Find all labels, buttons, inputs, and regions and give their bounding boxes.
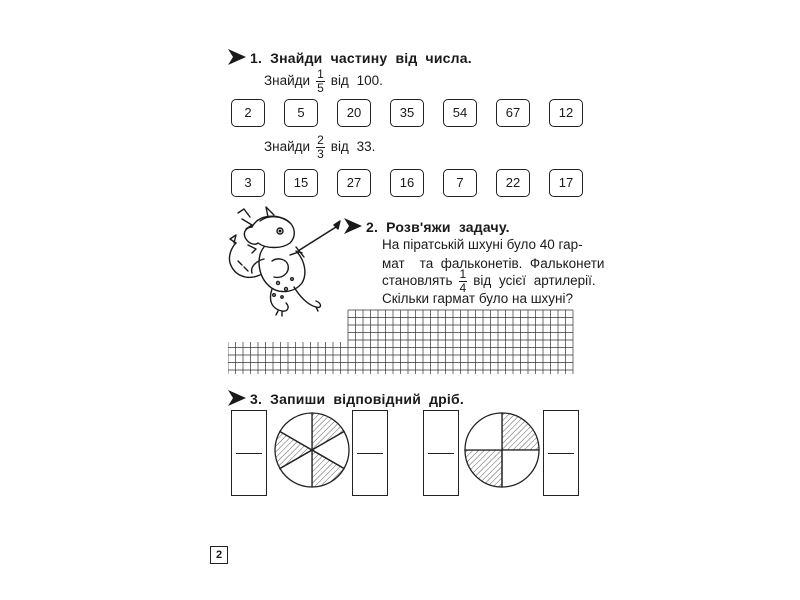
- answer-option-box[interactable]: 16: [390, 169, 424, 197]
- task2-title: Розв'яжи задачу.: [386, 219, 510, 235]
- fraction-bar: [548, 453, 574, 454]
- task1-title: Знайди частину від числа.: [270, 50, 472, 66]
- empty-sector: [465, 413, 502, 450]
- fraction-answer-box-1[interactable]: [231, 410, 267, 496]
- answer-option-box[interactable]: 12: [549, 99, 583, 127]
- shaded-sector: [465, 450, 502, 487]
- circle-six-sectors: [272, 410, 352, 490]
- task3-number: 3.: [250, 391, 263, 407]
- task2-heading: [366, 219, 510, 235]
- answer-option-box[interactable]: 35: [390, 99, 424, 127]
- answer-option-box[interactable]: 5: [284, 99, 318, 127]
- circle-four-sectors: [462, 410, 542, 490]
- task1-arrow-icon: [228, 49, 246, 65]
- fraction-answer-box-2[interactable]: [352, 410, 388, 496]
- task2-line-1: На піратській шхуні було 40 гар-: [382, 237, 583, 252]
- task1-part-a-suffix: від 100.: [330, 73, 383, 89]
- task2-line-2: мат та фальконетів. Фальконети: [382, 256, 605, 271]
- task1-part-b-prefix: Знайди: [264, 139, 311, 155]
- shaded-sector: [502, 413, 539, 450]
- fraction-bar: [428, 453, 454, 454]
- empty-sector: [502, 450, 539, 487]
- fraction-answer-box-4[interactable]: [543, 410, 579, 496]
- task2-line-4: Скільки гармат було на шхуні?: [382, 291, 574, 306]
- page-number: 2: [210, 546, 228, 564]
- task1-part-b-prompt: [264, 134, 375, 161]
- answer-option-box[interactable]: 22: [496, 169, 530, 197]
- fraction-bar: [236, 453, 262, 454]
- task3-title: Запиши відповідний дріб.: [270, 391, 464, 407]
- answer-option-box[interactable]: 17: [549, 169, 583, 197]
- fraction-denominator: 5: [317, 81, 324, 95]
- fraction-two-thirds: [316, 134, 325, 161]
- answer-option-box[interactable]: 3: [231, 169, 265, 197]
- fraction-bar: [357, 453, 383, 454]
- fraction-denominator: 4: [459, 281, 467, 295]
- task1-part-b-suffix: від 33.: [330, 139, 376, 155]
- task1-number: 1.: [250, 50, 263, 66]
- answer-option-box[interactable]: 20: [337, 99, 371, 127]
- task2-line-3-start: становлять: [382, 273, 453, 289]
- fraction-answer-box-3[interactable]: [423, 410, 459, 496]
- answer-option-box[interactable]: 54: [443, 99, 477, 127]
- task1-part-a-prompt: [264, 68, 383, 95]
- task1-part-a-prefix: Знайди: [264, 73, 311, 89]
- task3-heading: [250, 391, 464, 407]
- task2-arrow-icon: [344, 218, 362, 234]
- fraction-one-fifth: [316, 68, 325, 95]
- fraction-denominator: 3: [317, 147, 324, 161]
- answer-grid[interactable]: [228, 308, 578, 376]
- answer-option-box[interactable]: 15: [284, 169, 318, 197]
- fraction-numerator: 2: [317, 133, 324, 147]
- task3-arrow-icon: [228, 390, 246, 406]
- task1-heading: [250, 50, 472, 66]
- task2-number: 2.: [366, 219, 379, 235]
- task2-line-3-end: від усієї артилерії.: [473, 273, 596, 289]
- fraction-numerator: 1: [317, 67, 324, 81]
- answer-option-box[interactable]: 67: [496, 99, 530, 127]
- answer-option-box[interactable]: 2: [231, 99, 265, 127]
- answer-option-box[interactable]: 27: [337, 169, 371, 197]
- fraction-numerator: 1: [459, 267, 467, 281]
- answer-option-box[interactable]: 7: [443, 169, 477, 197]
